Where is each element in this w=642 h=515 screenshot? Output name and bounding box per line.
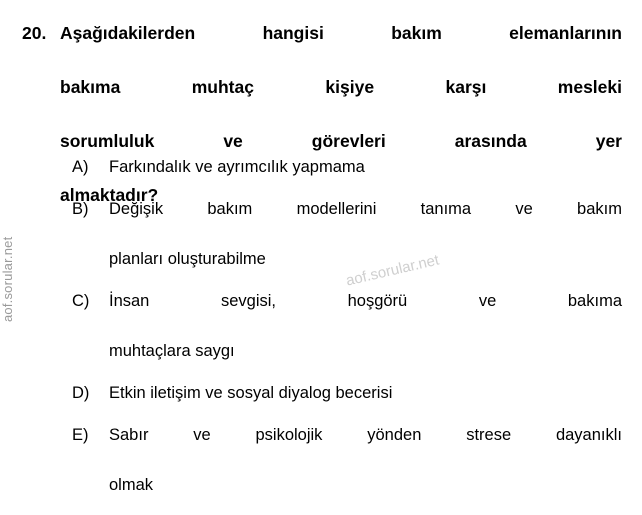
option-d-line-1: Etkin iletişim ve sosyal diyalog becerisi [109, 384, 393, 402]
question-number: 20. [22, 23, 47, 43]
option-b-line-1: Değişik bakım modellerini tanıma ve bakım [109, 200, 622, 218]
option-e-line-1: Sabır ve psikolojik yönden strese dayanıklı [109, 426, 622, 444]
option-b-letter: B) [72, 200, 89, 218]
option-a[interactable] [72, 155, 622, 180]
question-line-4: almaktadır? [60, 185, 159, 205]
option-e-line-2: olmak [109, 476, 154, 494]
option-b-text [109, 197, 622, 272]
option-e-letter: E) [72, 426, 89, 444]
question-line-3: sorumluluk ve görevleri arasında yer [60, 131, 622, 151]
option-c-line-2: muhtaçlara saygı [109, 342, 235, 360]
side-watermark: aof.sorular.net [0, 236, 15, 322]
question-line-1: Aşağıdakilerden hangisi bakım elemanlarının [60, 23, 622, 43]
option-a-text [109, 155, 622, 180]
question-line-2: bakıma muhtaç kişiye karşı mesleki [60, 77, 622, 97]
option-c-letter: C) [72, 292, 90, 310]
option-c[interactable] [72, 289, 622, 364]
option-e-text [109, 423, 622, 498]
options-list [72, 155, 622, 515]
option-c-line-1: İnsan sevgisi, hoşgörü ve bakıma [109, 292, 622, 310]
option-d[interactable] [72, 381, 622, 406]
option-d-text [109, 381, 622, 406]
option-a-letter: A) [72, 158, 89, 176]
center-watermark: aof.sorular.net [344, 251, 441, 290]
option-a-line-1: Farkındalık ve ayrımcılık yapmama [109, 158, 365, 176]
option-b[interactable] [72, 197, 622, 272]
option-c-text [109, 289, 622, 364]
option-b-line-2: planları oluşturabilme [109, 250, 266, 268]
option-d-letter: D) [72, 384, 90, 402]
option-e[interactable] [72, 423, 622, 498]
